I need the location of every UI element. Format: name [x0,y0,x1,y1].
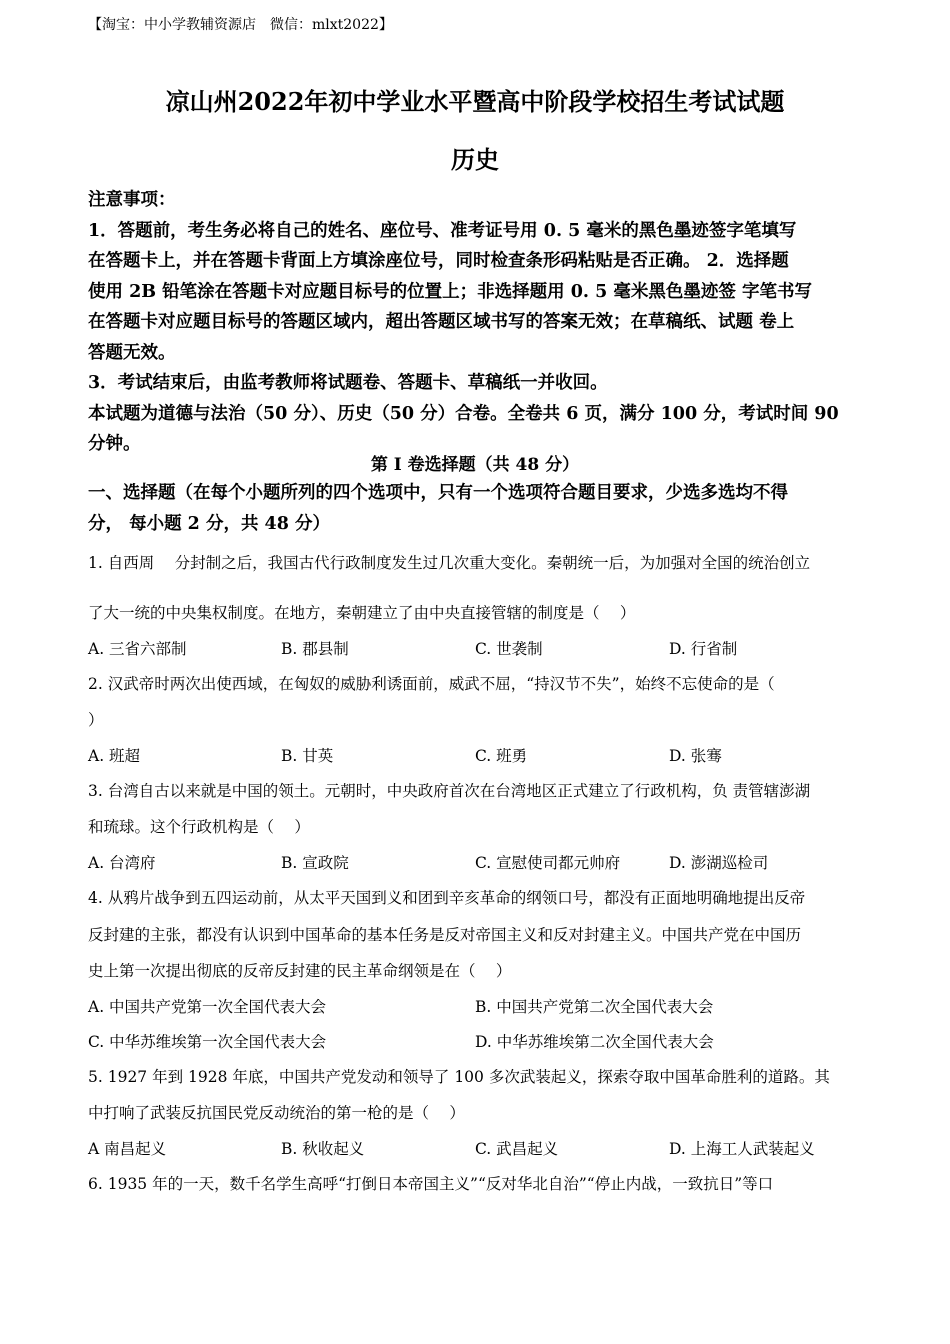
notes-line: 本试题为道德与法治（50 分）、历史（50 分）合卷。全卷共 6 页，满分 100 分，考试时间 90 [88,403,839,424]
question-1-option-c: C. 世袭制 [475,640,543,658]
question-1-option-a: A. 三省六部制 [88,640,187,658]
question-5-option-a: A 南昌起义 [88,1140,167,1158]
question-2-option-a: A. 班超 [88,747,141,765]
section-intro-line: 分， 每小题 2 分，共 48 分） [88,514,330,534]
question-2-line: 2. 汉武帝时两次出使西域，在匈奴的威胁利诱面前，威武不屈，“持汉节不失”，始终不忘使命的是（ [88,675,775,693]
question-5-option-c: C. 武昌起义 [475,1140,559,1158]
notes-heading: 注意事项： [88,190,176,210]
header-note: 【淘宝：中小学教辅资源店 微信：mlxt2022】 [88,17,393,33]
question-4-line: 史上第一次提出彻底的反帝反封建的民主革命纲领是在（ ） [88,962,512,980]
question-5-option-d: D. 上海工人武装起义 [669,1140,815,1158]
question-1-line: 了大一统的中央集权制度。在地方，秦朝建立了由中央直接管辖的制度是（ ） [88,604,636,622]
notes-line: 在答题卡对应题目标号的答题区域内，超出答题区域书写的答案无效；在草稿纸、试题 卷上 [88,312,795,332]
question-2-option-c: C. 班勇 [475,747,528,765]
exam-title: 凉山州2022年初中学业水平暨高中阶段学校招生考试试题 [165,87,785,116]
question-4-option-d: D. 中华苏维埃第二次全国代表大会 [475,1033,714,1051]
question-2-option-b: B. 甘英 [281,747,334,765]
question-3-option-d: D. 澎湖巡检司 [669,854,769,872]
question-4-line: 反封建的主张，都没有认识到中国革命的基本任务是反对帝国主义和反对封建主义。中国共产党在中国历 [88,926,802,944]
question-2-option-d: D. 张骞 [669,747,722,765]
notes-section [88,185,868,460]
question-3-option-a: A. 台湾府 [88,854,156,872]
question-1-line: 1. 自西周 分封制之后，我国古代行政制度发生过几次重大变化。秦朝统一后，为加强对全国的统治创立 [88,554,811,572]
notes-line: 答题无效。 [88,342,176,363]
question-6-line: 6. 1935 年的一天，数千名学生高呼“打倒日本帝国主义”“反对华北自治”“停止内战，一致抗日”等口 [88,1175,774,1193]
question-2-line: ） [88,711,104,729]
notes-line: 在答题卡上，并在答题卡背面上方填涂座位号，同时检查条形码粘贴是否正确。 2．选择题 [88,251,789,271]
question-3-line: 和琉球。这个行政机构是（ ） [88,818,310,836]
question-4-option-c: C. 中华苏维埃第一次全国代表大会 [88,1033,327,1051]
question-3-line: 3. 台湾自古以来就是中国的领土。元朝时，中央政府首次在台湾地区正式建立了行政机构，负 责管辖澎湖 [88,782,811,800]
section-title: 第 I 卷选择题（共 48 分） [370,455,580,475]
notes-line: 使用 2B 铅笔涂在答题卡对应题目标号的位置上；非选择题用 0. 5 毫米黑色墨迹签 字笔书写 [88,281,812,302]
subject-title: 历史 [451,145,499,174]
question-4-option-b: B. 中国共产党第二次全国代表大会 [475,998,714,1016]
notes-line: 3．考试结束后，由监考教师将试题卷、答题卡、草稿纸一并收回。 [88,373,608,393]
question-3-option-b: B. 宣政院 [281,854,349,872]
notes-line: 分钟。 [88,434,141,454]
section-intro-line: 一、选择题（在每个小题所列的四个选项中，只有一个选项符合题目要求，少选多选均不得 [88,483,788,503]
question-4-option-a: A. 中国共产党第一次全国代表大会 [88,998,327,1016]
question-5-line: 5. 1927 年到 1928 年底，中国共产党发动和领导了 100 多次武装起义，探索夺取中国革命胜利的道路。其 [88,1068,830,1086]
question-1-option-b: B. 郡县制 [281,640,349,658]
notes-line: 1．答题前，考生务必将自己的姓名、座位号、准考证号用 0. 5 毫米的黑色墨迹签字笔填写 [88,220,797,241]
section-intro [88,478,868,540]
question-1-option-d: D. 行省制 [669,640,738,658]
question-5-option-b: B. 秋收起义 [281,1140,365,1158]
question-4-line: 4. 从鸦片战争到五四运动前，从太平天国到义和团到辛亥革命的纲领口号，都没有正面地明确地提出反帝 [88,889,806,907]
question-3-option-c: C. 宣慰使司都元帅府 [475,854,621,872]
question-5-line: 中打响了武装反抗国民党反动统治的第一枪的是（ ） [88,1104,465,1122]
